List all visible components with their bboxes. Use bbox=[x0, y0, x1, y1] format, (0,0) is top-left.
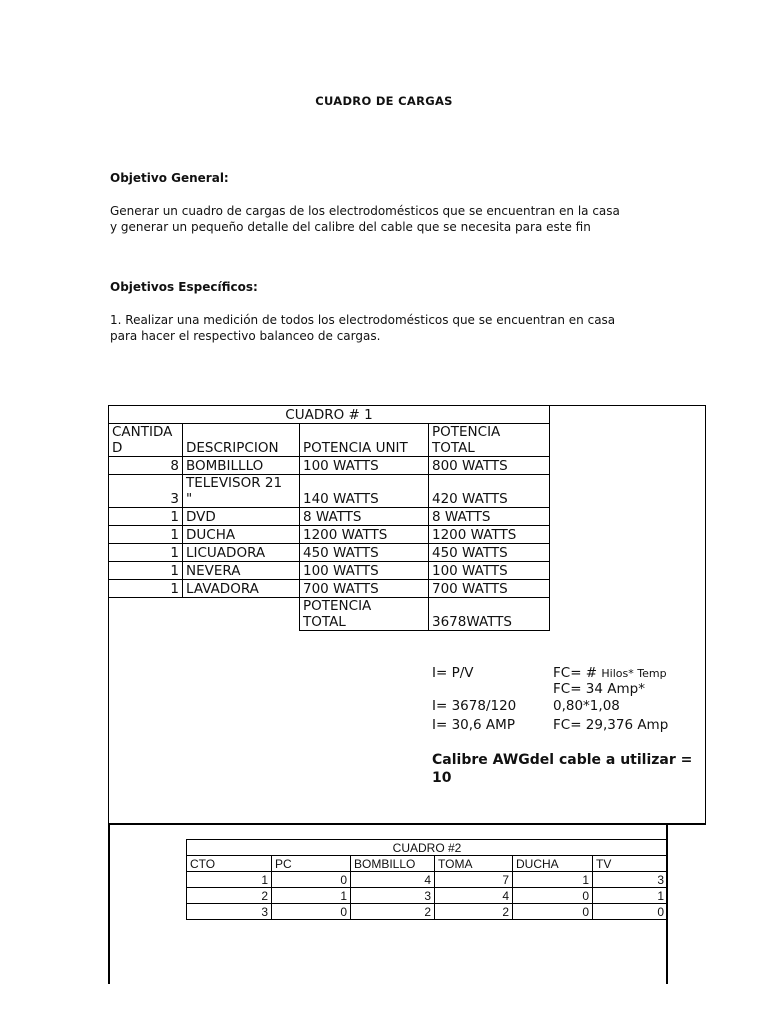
calc-current-result: I= 30,6 AMP bbox=[432, 717, 515, 733]
cell-potencia-total: 450 WATTS bbox=[429, 544, 550, 562]
calc-current-formula: I= P/V bbox=[432, 665, 474, 681]
cell-potencia-total: 420 WATTS bbox=[429, 475, 550, 508]
header-descripcion: DESCRIPCION bbox=[183, 424, 300, 457]
table-row bbox=[109, 526, 550, 544]
cell-cto: 3 bbox=[187, 904, 272, 920]
table-row bbox=[109, 508, 550, 526]
cell-descripcion: BOMBILLLO bbox=[183, 457, 300, 475]
cuadro1-header-row bbox=[109, 424, 550, 457]
header-bombillo: BOMBILLO bbox=[351, 856, 435, 872]
cell-potencia-unit: 450 WATTS bbox=[300, 544, 429, 562]
total-row bbox=[109, 598, 550, 631]
cell-cantidad: 3 bbox=[109, 475, 183, 508]
cell-cantidad: 8 bbox=[109, 457, 183, 475]
cell-ducha: 0 bbox=[513, 904, 593, 920]
cell-descripcion: DUCHA bbox=[183, 526, 300, 544]
cell-tv: 3 bbox=[593, 872, 668, 888]
objetivos-especificos-heading: Objetivos Específicos: bbox=[110, 280, 258, 294]
header-cantidad: CANTIDA D bbox=[109, 424, 183, 457]
table-row bbox=[109, 562, 550, 580]
header-tv: TV bbox=[593, 856, 668, 872]
cell-descripcion: TELEVISOR 21 " bbox=[183, 475, 300, 508]
header-potencia-total: POTENCIA TOTAL bbox=[429, 424, 550, 457]
cell-cantidad: 1 bbox=[109, 526, 183, 544]
header-ducha: DUCHA bbox=[513, 856, 593, 872]
header-potencia-unit: POTENCIA UNIT bbox=[300, 424, 429, 457]
cell-pc: 0 bbox=[272, 872, 351, 888]
cell-bombillo: 3 bbox=[351, 888, 435, 904]
cell-toma: 2 bbox=[435, 904, 513, 920]
calc-fc-formula-small: Hilos* Temp bbox=[601, 667, 667, 680]
cuadro2-header-row bbox=[187, 856, 668, 872]
calibre-result: Calibre AWGdel cable a utilizar = 10 bbox=[432, 752, 693, 786]
table-row bbox=[109, 580, 550, 598]
header-toma: TOMA bbox=[435, 856, 513, 872]
cell-descripcion: DVD bbox=[183, 508, 300, 526]
cell-cto: 2 bbox=[187, 888, 272, 904]
cell-bombillo: 4 bbox=[351, 872, 435, 888]
cell-potencia-total: 1200 WATTS bbox=[429, 526, 550, 544]
calc-fc-formula-main: FC= # bbox=[553, 665, 598, 681]
cell-ducha: 0 bbox=[513, 888, 593, 904]
header-cto: CTO bbox=[187, 856, 272, 872]
cell-tv: 1 bbox=[593, 888, 668, 904]
calc-fc-factors: 0,80*1,08 bbox=[553, 698, 620, 714]
calc-fc-amp: FC= 34 Amp* bbox=[553, 681, 645, 697]
cell-tv: 0 bbox=[593, 904, 668, 920]
cell-descripcion: NEVERA bbox=[183, 562, 300, 580]
cell-potencia-total: 800 WATTS bbox=[429, 457, 550, 475]
cell-pc: 0 bbox=[272, 904, 351, 920]
cell-pc: 1 bbox=[272, 888, 351, 904]
page-title: CUADRO DE CARGAS bbox=[315, 94, 453, 108]
cell-potencia-unit: 700 WATTS bbox=[300, 580, 429, 598]
cell-toma: 7 bbox=[435, 872, 513, 888]
cell-potencia-unit: 8 WATTS bbox=[300, 508, 429, 526]
objetivos-especificos-text: 1. Realizar una medición de todos los electrodomésticos que se encuentran en casa para hacer el respectivo balanceo de cargas. bbox=[110, 313, 616, 343]
cell-cantidad: 1 bbox=[109, 580, 183, 598]
cuadro2-table bbox=[186, 839, 668, 920]
cell-potencia-unit: 100 WATTS bbox=[300, 457, 429, 475]
cuadro1-caption: CUADRO # 1 bbox=[109, 406, 550, 424]
cell-descripcion: LAVADORA bbox=[183, 580, 300, 598]
cell-bombillo: 2 bbox=[351, 904, 435, 920]
cell-cantidad: 1 bbox=[109, 508, 183, 526]
total-value: 3678WATTS bbox=[429, 598, 550, 631]
objetivo-general-heading: Objetivo General: bbox=[110, 171, 229, 185]
cuadro2-frame-left bbox=[108, 824, 110, 984]
cuadro2-caption: CUADRO #2 bbox=[187, 840, 668, 856]
frame-divider bbox=[108, 823, 706, 825]
table-row bbox=[187, 888, 668, 904]
cell-cto: 1 bbox=[187, 872, 272, 888]
table-row bbox=[109, 475, 550, 508]
objetivo-general-text: Generar un cuadro de cargas de los electrodomésticos que se encuentran en la casa y generar un pequeño detalle del calibre del cable que se necesita para este fin bbox=[110, 204, 620, 234]
cell-potencia-unit: 140 WATTS bbox=[300, 475, 429, 508]
cuadro1-table bbox=[108, 405, 550, 631]
cell-ducha: 1 bbox=[513, 872, 593, 888]
header-pc: PC bbox=[272, 856, 351, 872]
cell-cantidad: 1 bbox=[109, 562, 183, 580]
cell-cantidad: 1 bbox=[109, 544, 183, 562]
table-row bbox=[109, 457, 550, 475]
table-row bbox=[187, 904, 668, 920]
cell-potencia-total: 8 WATTS bbox=[429, 508, 550, 526]
cell-toma: 4 bbox=[435, 888, 513, 904]
cell-potencia-total: 700 WATTS bbox=[429, 580, 550, 598]
calc-fc-result: FC= 29,376 Amp bbox=[553, 717, 669, 733]
total-label: POTENCIA TOTAL bbox=[300, 598, 429, 631]
cell-potencia-unit: 1200 WATTS bbox=[300, 526, 429, 544]
calc-current-values: I= 3678/120 bbox=[432, 698, 517, 714]
cell-descripcion: LICUADORA bbox=[183, 544, 300, 562]
cell-potencia-total: 100 WATTS bbox=[429, 562, 550, 580]
cell-potencia-unit: 100 WATTS bbox=[300, 562, 429, 580]
table-row bbox=[187, 872, 668, 888]
table-row bbox=[109, 544, 550, 562]
